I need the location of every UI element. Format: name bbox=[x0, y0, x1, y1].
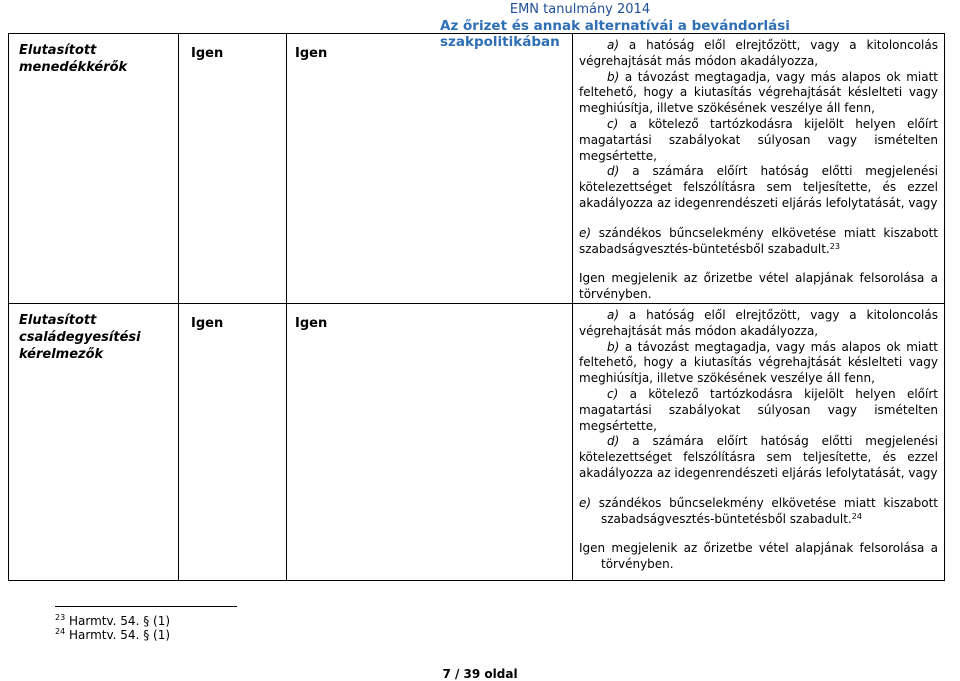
yes-value: Igen bbox=[295, 46, 328, 61]
yes-value: Igen bbox=[295, 315, 328, 331]
grounds-cell bbox=[573, 34, 945, 304]
page-number: 7 / 39 oldal bbox=[442, 667, 518, 681]
ground-item: a) a hatóság elől elrejtőzött, vagy a kitoloncolás végrehajtását más módon akadályozza, bbox=[579, 307, 938, 338]
group-cell bbox=[9, 34, 179, 304]
footnote-ref: 23 bbox=[829, 241, 840, 251]
grounds-cell bbox=[573, 303, 945, 580]
ground-item: a) a hatóság elől elrejtőzött, vagy a kitoloncolás végrehajtását más módon akadályozza, bbox=[579, 38, 938, 68]
yes-value: Igen bbox=[191, 315, 224, 331]
ground-item: e) szándékos bűncselekmény elkövetése miatt kiszabott szabadságvesztés-büntetésből szabadult.$^{23}$ bbox=[579, 225, 938, 256]
table-row bbox=[9, 34, 945, 304]
footnote: $^{23}$ Harmtv. 54. § (1) bbox=[55, 613, 171, 628]
ground-item: b) a távozást megtagadja, vagy más alapos ok miatt feltehető, hogy a kiutasítás végrehajtását késlelteti vagy meghiúsítja, illetve szökésének veszélye áll fenn, bbox=[579, 69, 938, 116]
group-label: Elutasított menedékkérők bbox=[19, 43, 128, 75]
legal-note: Igen megjelenik az őrizetbe vétel alapjának felsorolása a törvényben. bbox=[579, 271, 938, 302]
footnote-ref: 24 bbox=[851, 511, 862, 521]
report-subtitle: Az őrizet és annak alternatívái a bevándorlási szakpolitikában bbox=[440, 18, 790, 50]
ground-item: b) a távozást megtagadja, vagy más alapos ok miatt feltehető, hogy a kiutasítás végrehajtását késlelteti vagy meghiúsítja, illetve szökésének veszélye áll fenn, bbox=[579, 339, 938, 386]
ground-item: c) a kötelező tartózkodásra kijelölt helyen előírt magatartási szabályokat súlyosan vagy ismételten megsértette, bbox=[579, 116, 938, 163]
legal-note: Igen megjelenik az őrizetbe vétel alapjának felsorolása a törvényben. bbox=[579, 541, 938, 572]
footnote-separator bbox=[55, 606, 237, 607]
ground-item: d) a számára előírt hatóság előtti megjelenési kötelezettséget felszólításra sem teljesítette, és ezzel akadályozza az idegenrendészeti eljárás lefolytatását, vagy bbox=[579, 434, 938, 480]
ground-item: e) szándékos bűncselekmény elkövetése miatt kiszabott szabadságvesztés-büntetésből szabadult.$^{24}$ bbox=[579, 495, 938, 526]
report-title: EMN tanulmány 2014 bbox=[509, 2, 651, 17]
footnote: $^{24}$ Harmtv. 54. § (1) bbox=[55, 627, 171, 642]
cell bbox=[287, 303, 573, 580]
ground-item: c) a kötelező tartózkodásra kijelölt helyen előírt magatartási szabályokat súlyosan vagy ismételten megsértette, bbox=[579, 386, 938, 433]
group-label: Elutasított családegyesítési kérelmezők bbox=[19, 312, 141, 362]
detention-table bbox=[8, 33, 945, 581]
ground-item: d) a számára előírt hatóság előtti megjelenési kötelezettséget felszólításra sem teljesítette, és ezzel akadályozza az idegenrendészeti eljárás lefolytatását, vagy bbox=[579, 164, 938, 210]
cell bbox=[179, 303, 287, 580]
group-cell bbox=[9, 303, 179, 580]
cell bbox=[287, 34, 573, 304]
yes-value: Igen bbox=[191, 46, 224, 61]
cell bbox=[179, 34, 287, 304]
table-row bbox=[9, 303, 945, 580]
